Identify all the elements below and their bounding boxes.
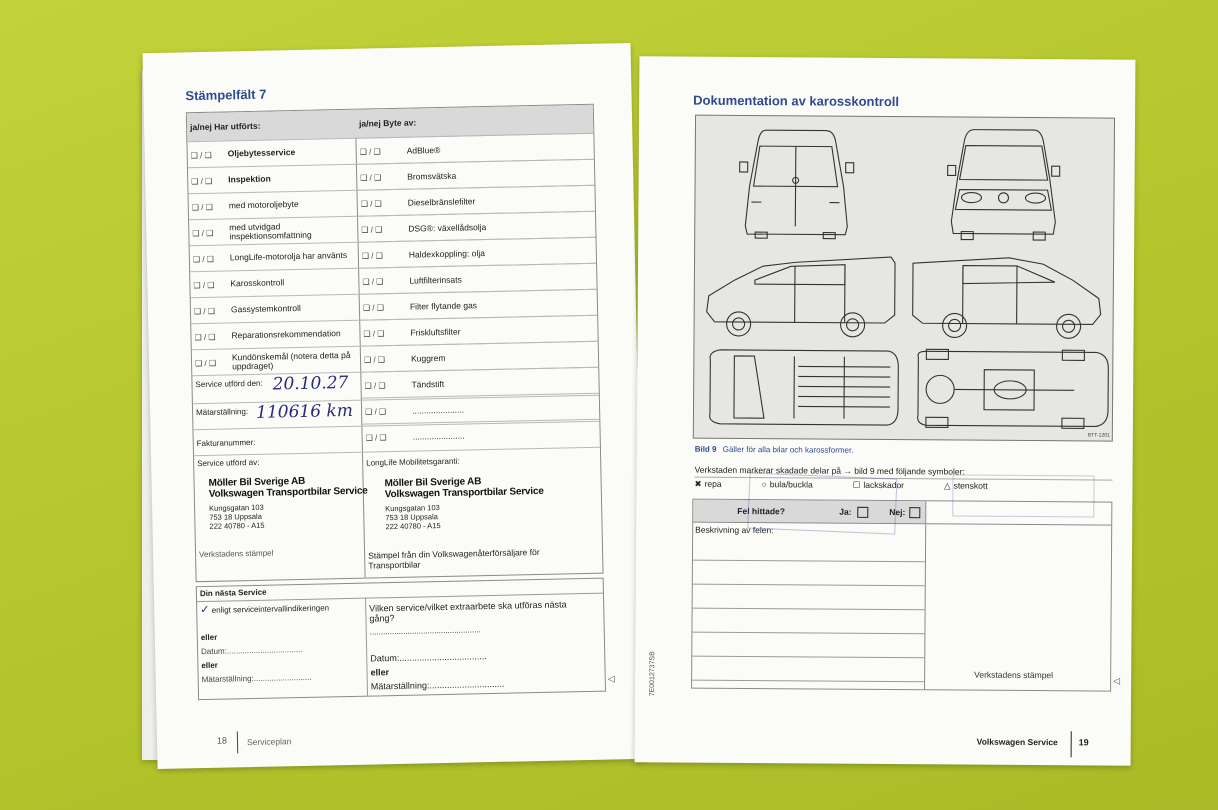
left-page-number: 18 <box>216 735 228 746</box>
yes-no-checkboxes[interactable]: ❑ / ❑ <box>365 432 387 443</box>
description-label: Beskrivning av felen: <box>695 524 774 536</box>
replacement-item-label: ...................... <box>411 404 465 416</box>
yes-no-checkboxes[interactable]: ❑ / ❑ <box>193 306 216 316</box>
damage-symbol-label: repa <box>704 478 722 489</box>
footer-divider-right <box>1071 731 1072 757</box>
yes-no-checkboxes[interactable]: ❑ / ❑ <box>365 406 387 417</box>
damage-symbol-label: lackskador <box>863 479 905 491</box>
yes-no-checkboxes[interactable]: ❑ / ❑ <box>194 332 216 342</box>
stamp-left-name1: Möller Bil Sverige AB <box>208 475 306 489</box>
stamp-area <box>194 447 603 582</box>
stamp-right-name2: Volkswagen Transportbilar Service <box>384 485 544 501</box>
yes-no-checkboxes[interactable]: ❑ / ❑ <box>193 280 215 290</box>
figure-code: BTT-1201 <box>1087 432 1110 439</box>
yes-no-checkboxes[interactable]: ❑ / ❑ <box>363 328 385 339</box>
stamp-right-street: Kungsgatan 103 <box>385 503 440 514</box>
extra-work-field[interactable]: .................................................. <box>369 625 481 637</box>
next-odometer-field-right[interactable]: Mätarställning:.............................. <box>370 678 505 692</box>
workshop-stamp-right <box>385 475 545 531</box>
service-date-value: 20.10.27 <box>272 372 349 395</box>
odometer-value: 110616 km <box>255 400 354 423</box>
brand-footer: Volkswagen Service <box>976 736 1058 748</box>
extra-work-question: Vilken service/vilket extraarbete ska utföras nästa gång? <box>369 599 567 624</box>
van-right-side-view <box>913 257 1102 338</box>
workshop-stamp-label-right: Verkstadens stämpel <box>974 669 1054 681</box>
description-line <box>693 560 925 563</box>
workshop-stamp-left <box>208 475 368 531</box>
next-service-interval <box>200 600 329 616</box>
header-right: ja/nej Byte av: <box>358 117 417 129</box>
next-service-box <box>196 578 606 701</box>
replacement-item-label: Haldexkoppling: olja <box>408 248 485 260</box>
invoice-label: Fakturanummer: <box>196 437 256 448</box>
van-underbody-view <box>918 349 1109 428</box>
replacement-item-label: ...................... <box>412 430 465 442</box>
no-label: Nej: <box>889 507 906 518</box>
next-service-title: Din nästa Service <box>197 579 603 602</box>
service-item-label: Reparationsrekommendation <box>231 328 341 341</box>
continue-arrow-icon-right: ◁ <box>1113 675 1121 686</box>
yes-no-checkboxes[interactable]: ❑ / ❑ <box>361 224 383 235</box>
replacement-item-label: AdBlue® <box>406 144 441 156</box>
replacement-item-label: Bromsvätska <box>407 170 457 182</box>
description-line <box>692 656 924 659</box>
yes-no-checkboxes[interactable]: ❑ / ❑ <box>361 250 383 261</box>
damage-symbol-icon: ○ <box>761 479 767 490</box>
header-left: ja/nej Har utförts: <box>190 120 261 133</box>
service-item-label: med motoroljebyte <box>228 199 299 211</box>
replacement-item-label: Tändstift <box>411 378 445 390</box>
vehicle-outline-drawing <box>694 116 1114 441</box>
next-odometer-field[interactable]: Mätarställning:.......................... <box>201 672 312 685</box>
yes-no-checkboxes[interactable]: ❑ / ❑ <box>192 228 214 238</box>
yes-no-checkboxes[interactable]: ❑ / ❑ <box>362 302 385 313</box>
service-item-label: LongLife-motorolja har använts <box>229 250 348 263</box>
yes-no-checkboxes[interactable]: ❑ / ❑ <box>192 254 214 264</box>
continue-arrow-icon: ◁ <box>607 673 615 684</box>
yes-no-checkboxes[interactable]: ❑ / ❑ <box>360 198 382 209</box>
body-diagram <box>693 115 1115 442</box>
or-label-1: eller <box>200 632 218 643</box>
yes-no-checkboxes[interactable]: ❑ / ❑ <box>359 146 381 157</box>
odometer-label: Mätarställning: <box>196 407 249 418</box>
faded-stamp-mark-2 <box>952 474 1094 517</box>
right-page <box>635 56 1136 765</box>
service-item-label: med utvidgad inspektionsomfattning <box>229 221 312 242</box>
van-left-side-view <box>707 256 896 337</box>
damage-symbol-icon: △ <box>944 480 951 491</box>
checkmark-icon: ✓ <box>200 603 210 617</box>
van-front-view <box>947 129 1060 240</box>
caption-label: Bild 9 <box>694 444 717 454</box>
yes-no-checkboxes[interactable]: ❑ / ❑ <box>363 354 386 365</box>
yes-label: Ja: <box>839 506 852 517</box>
yes-no-checkboxes[interactable]: ❑ / ❑ <box>191 176 213 186</box>
description-line <box>693 608 925 611</box>
stamp-left-street: Kungsgatan 103 <box>209 502 264 513</box>
figure-caption <box>695 445 854 455</box>
replacement-item-label: Kuggrem <box>410 352 446 364</box>
description-line <box>693 584 925 587</box>
stamp-left-name2: Volkswagen Transportbilar Service <box>208 485 368 500</box>
next-date-field-right[interactable]: Datum:................................... <box>370 651 487 664</box>
service-item-label: Gassystemkontroll <box>230 303 301 315</box>
stamp-right-city: 753 18 Uppsala <box>385 512 438 523</box>
damage-symbol-icon: ✖ <box>694 478 702 489</box>
damage-symbol-label: stenskott <box>953 480 988 491</box>
left-page-title: Stämpelfält 7 <box>185 86 267 104</box>
service-item-label: Inspektion <box>228 173 271 185</box>
stamp-left-city: 753 18 Uppsala <box>209 511 262 522</box>
replacement-item-label: Friskluftsfilter <box>410 326 461 338</box>
caption-text: Gäller för alla bilar och karossformer. <box>722 444 854 455</box>
next-service-interval-text: enligt serviceintervallindikeringen <box>211 603 330 615</box>
stamp-right-phone: 222 40780 - A15 <box>385 521 441 532</box>
left-page <box>143 43 646 769</box>
footer-section: Serviceplan <box>246 736 292 748</box>
replacement-item-label: Filter flytande gas <box>409 300 478 312</box>
yes-no-checkboxes[interactable]: ❑ / ❑ <box>194 358 217 368</box>
side-code: 7E0012737SB <box>649 651 657 697</box>
stamp-left-phone: 222 40780 - A15 <box>209 520 265 531</box>
footer-divider <box>237 731 238 753</box>
longlife-label: LongLife Mobilitetsgaranti: <box>366 456 460 468</box>
yes-no-checkboxes[interactable]: ❑ / ❑ <box>191 202 213 212</box>
or-label-2: eller <box>201 660 218 671</box>
replacement-item-label: Luftfilterinsats <box>409 274 462 286</box>
next-date-field[interactable]: Datum:.................................. <box>201 644 303 657</box>
damage-symbol-label: bula/buckla <box>769 479 813 490</box>
damage-symbol-icon: ☐ <box>852 479 861 490</box>
service-item-label: Oljebytesservice <box>227 147 296 159</box>
service-date-label: Service utförd den: <box>195 378 263 390</box>
workshop-stamp-label: Verkstadens stämpel <box>198 548 274 560</box>
van-rear-view <box>739 130 854 239</box>
or-label-3: eller <box>370 667 390 678</box>
no-checkbox[interactable] <box>909 507 920 518</box>
yes-no-checkboxes[interactable]: ❑ / ❑ <box>190 150 212 160</box>
service-stamp-table <box>186 104 604 582</box>
replacement-item-label: Dieselbränslefilter <box>407 196 476 208</box>
right-page-title: Dokumentation av karosskontroll <box>693 92 900 110</box>
performed-by-label: Service utförd av: <box>197 457 260 469</box>
yes-no-checkboxes[interactable]: ❑ / ❑ <box>362 276 384 287</box>
service-item-label: Karosskontroll <box>230 277 285 289</box>
dealer-stamp-label: Stämpel från din Volkswagenåterförsäljare för Transportbilar <box>368 546 540 571</box>
description-line <box>692 680 924 683</box>
service-item-label: Kundönskemål (notera detta på uppdraget) <box>231 349 351 372</box>
van-top-view <box>710 350 899 425</box>
stamp-right-name1: Möller Bil Sverige AB <box>384 476 482 490</box>
marking-instruction: Verkstaden markerar skadade delar på → bild 9 med följande symboler: <box>695 465 1113 481</box>
fault-found-label: Fel hittade? <box>737 505 786 517</box>
symbol-legend-item <box>694 479 721 490</box>
yes-no-checkboxes[interactable]: ❑ / ❑ <box>364 380 386 391</box>
description-line <box>692 632 924 635</box>
faded-stamp-mark <box>747 472 897 534</box>
replacement-item-label: DSG®: växellådsolja <box>408 222 487 234</box>
yes-no-checkboxes[interactable]: ❑ / ❑ <box>360 172 382 183</box>
right-page-number: 19 <box>1078 737 1089 748</box>
description-lines[interactable] <box>692 522 925 690</box>
